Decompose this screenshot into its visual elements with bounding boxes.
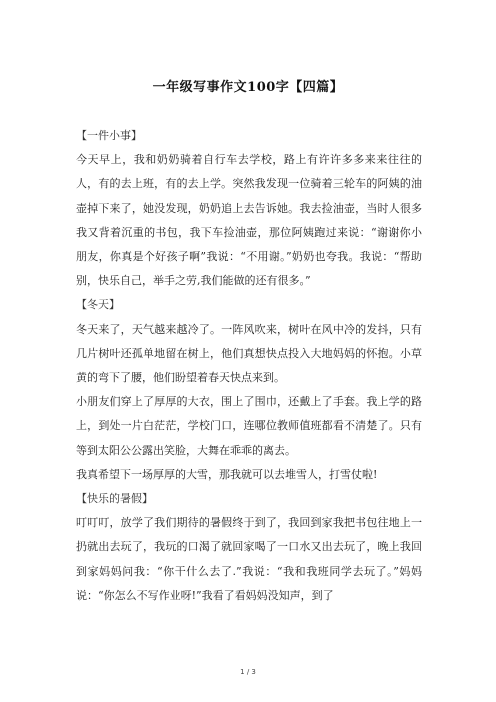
document-title: 一年级写事作文100字【四篇】 bbox=[152, 80, 344, 95]
page-indicator: 1 / 3 bbox=[240, 668, 256, 676]
section-heading-winter: 【冬天】 bbox=[76, 298, 120, 312]
paragraph: 叮叮叮，放学了我们期待的暑假终于到了，我回到家我把书包往地上一扔就出去玩了，我玩的口渴了就回家喝了一口水又出去玩了，晚上我回到家妈妈问我：“你干什么去了.”我说：“我和我班同学去玩了。”妈妈说：“你怎么不写作业呀!”我看了看妈妈没知声，到了 bbox=[76, 516, 422, 602]
section-heading-small-thing: 【一件小事】 bbox=[76, 129, 142, 142]
paragraph: 今天早上，我和奶奶骑着自行车去学校，路上有许许多多来来往往的人，有的去上班，有的去上学。突然我发现一位骑着三轮车的阿姨的油壶掉下来了，她没发现，奶奶追上去告诉她。我去捡油壶，当时人很多我又背着沉重的书包，我下车捡油壶，那位阿姨跑过来说：“谢谢你小朋友，你真是个好孩子啊”我说：“不用谢。”奶奶也夸我。我说：“帮助别，快乐自己，举手之劳,我们能做的还有很多。” bbox=[76, 153, 422, 288]
section-heading-summer-vacation: 【快乐的暑假】 bbox=[76, 492, 153, 506]
paragraph: 我真希望下一场厚厚的大雪，那我就可以去堆雪人，打雪仗啦! bbox=[76, 467, 378, 481]
paragraph: 小朋友们穿上了厚厚的大衣，围上了围巾，还戴上了手套。我上学的路上，到处一片白茫茫，学校门口，连哪位教师值班都看不清楚了。只有等到太阳公公露出笑脸，大舞在乖乖的离去。 bbox=[76, 395, 422, 457]
paragraph: 冬天来了，天气越来越冷了。一阵风吹来，树叶在风中冷的发抖，只有几片树叶还孤单地留在树上，他们真想快点投入大地妈妈的怀抱。小草黄的弯下了腰，他们盼望着春天快点来到。 bbox=[76, 322, 422, 385]
document-body bbox=[76, 124, 422, 608]
